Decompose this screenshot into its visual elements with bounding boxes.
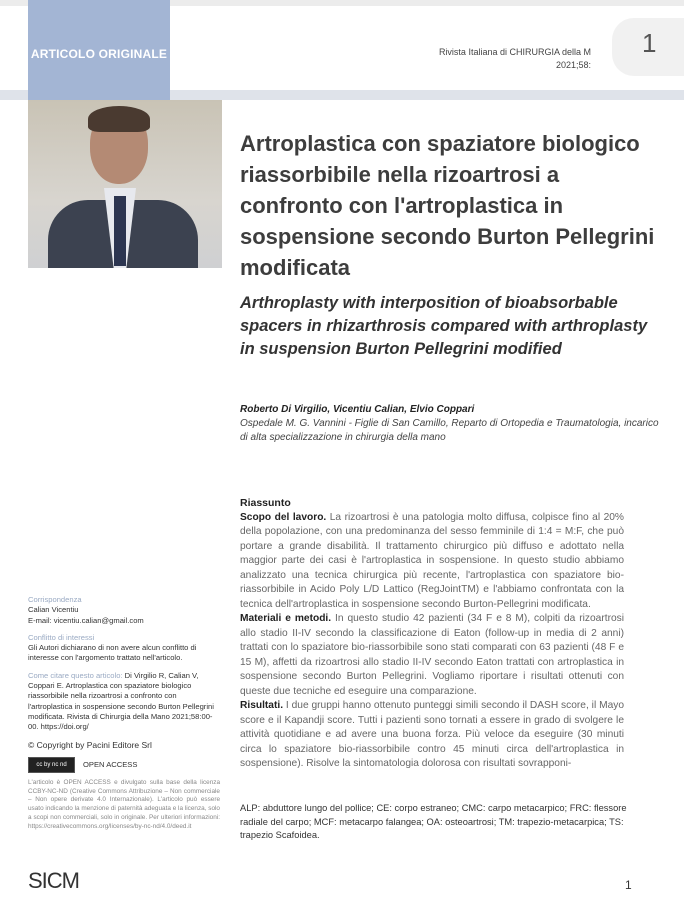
section-label: Scopo del lavoro. [240, 511, 327, 523]
journal-volume: 2021;58: [555, 60, 591, 70]
abstract-section-aim [240, 511, 624, 613]
cc-license-icon: cc by nc nd [28, 757, 75, 773]
affiliation: Ospedale M. G. Vannini - Figlie di San Camillo, Reparto di Ortopedia e Traumatologia, incarico di alta specializzazione in chirurgia della mano [240, 418, 659, 443]
abstract-section-results [240, 699, 624, 772]
correspondence-label: Corrispondenza [28, 595, 82, 604]
section-label: Materiali e metodi. [240, 613, 332, 624]
page-number: 1 [625, 878, 632, 892]
open-access-row [28, 757, 220, 773]
license-text: L'articolo è OPEN ACCESS e divulgato sulla base della licenza CCBY-NC-ND (Creative Commons Attribuzione – Non commerciale – Non opere derivate 4.0 Internazionale). L'articolo può essere usato indicando la menzione di paternità adeguata e la licenza, solo a scopi non commerciali, solo in originale. Per ulteriori informazioni: https://creativecommons.org/licenses/by-nc-nd/4.0/deed.it [28, 778, 220, 830]
sicm-logo: SICM [28, 868, 79, 893]
conflict-of-interest [28, 633, 220, 664]
correspondence [28, 595, 220, 626]
conflict-text: Gli Autori dichiarano di non avere alcun conflitto di interesse con l'argomento trattato nell'articolo. [28, 643, 197, 663]
section-text: I due gruppi hanno ottenuto punteggi simili secondo il DASH score, il Mayo score e il Kapandji score. Tutti i pazienti sono tornati a essere in grado di svolgere le attività quotidiane e ad avere una buona forza. Più veloce da eseguire (30 minuti circa lo spaziatore bio-riassorbibile contro 45 minuti circa dell'artroplastica in sospensione). Risolve la sintomatologia dolorosa con risultati sovrapponi- [240, 700, 624, 769]
copyright: © Copyright by Pacini Editore Srl [28, 739, 152, 750]
citation [28, 671, 220, 733]
abstract [240, 496, 624, 772]
conflict-label: Conflitto di interessi [28, 632, 95, 642]
page-tab [612, 18, 684, 76]
cite-label: Come citare questo articolo: [28, 670, 123, 680]
journal-name: Rivista Italiana di CHIRURGIA della M [438, 47, 591, 57]
abstract-heading: Riassunto [240, 497, 291, 509]
correspondence-name: Calian Vicentiu [28, 605, 79, 615]
sidebar [28, 595, 220, 832]
cite-text: Di Virgilio R, Calian V, Coppari E. Artroplastica con spaziatore biologico riassorbibile nella rizoartrosi a confronto con l'artroplastica in sospensione secondo Burton Pellegrini modificata. Rivista di Chirurgia della Mano 2021;58:00-00. https://doi.org/ [28, 670, 214, 732]
authors-block [240, 403, 660, 445]
author-photo [28, 100, 222, 268]
open-access-label: OPEN ACCESS [83, 759, 138, 769]
correspondence-email[interactable]: E-mail: vicentiu.calian@gmail.com [28, 615, 144, 625]
section-text: La rizoartrosi è una patologia molto diffusa, colpisce fino al 20% della popolazione, con una predominanza del sesso femminile di 1:4 = M:F, che può portare a grande disabilità. Il trattamento chirurgico più diffuso e adottato nella maggior parte dei casi è l'artroplastica in sospensione. In questo studio abbiamo analizzato una tecnica chirurgica più recente, l'artroplastica con spaziatore bio-riassorbibile in Acido Poly L/D Lattico (RegJointTM) e l'abbiamo confrontata con la tecnica dell'artroplastica in sospensione secondo Burton-Pellegrini modificata. [240, 511, 624, 610]
abbreviations: ALP: abduttore lungo del pollice; CE: corpo estraneo; CMC: carpo metacarpico; FRC: flessore radiale del carpo; MCF: metacarpo falangea; OA: osteoartrosi; TM: trapezio-metacarpica; TS: trapezio Scafoidea. [240, 803, 627, 840]
article-title: Artroplastica con spaziatore biologico riassorbibile nella rizoartrosi a confronto con l'artroplastica in sospensione secondo Burton Pellegrini modificata [240, 131, 655, 280]
section-label: Risultati. [240, 700, 284, 711]
author-names: Roberto Di Virgilio, Vicentiu Calian, Elvio Coppari [240, 404, 475, 415]
abstract-section-methods [240, 612, 624, 699]
section-text: In questo studio 42 pazienti (34 F e 8 M), colpiti da rizoartrosi allo stadio II-IV secondo la classificazione di Eaton (follow-up in media di 2 anni) trattati con lo spaziatore bio-riassorbibile sono stati comparati con 63 pazienti (48 F e 15 M), affetti da rizoartrosi allo stadio II-IV secondo Eaton trattati con artroplastica in sospensione secondo Burton Pellegrini. Vogliamo riportare i risultati ottenuti con queste due tecniche ed eseguire una comparazione. [240, 613, 624, 697]
page-tab-number: 1 [642, 28, 657, 58]
section-label-box [28, 0, 170, 100]
journal-info [439, 46, 591, 72]
article-subtitle: Arthroplasty with interposition of bioabsorbable spacers in rhizarthrosis compared with arthroplasty in suspension Burton Pellegrini modified [240, 294, 648, 358]
section-label: ARTICOLO ORIGINALE [30, 47, 168, 61]
